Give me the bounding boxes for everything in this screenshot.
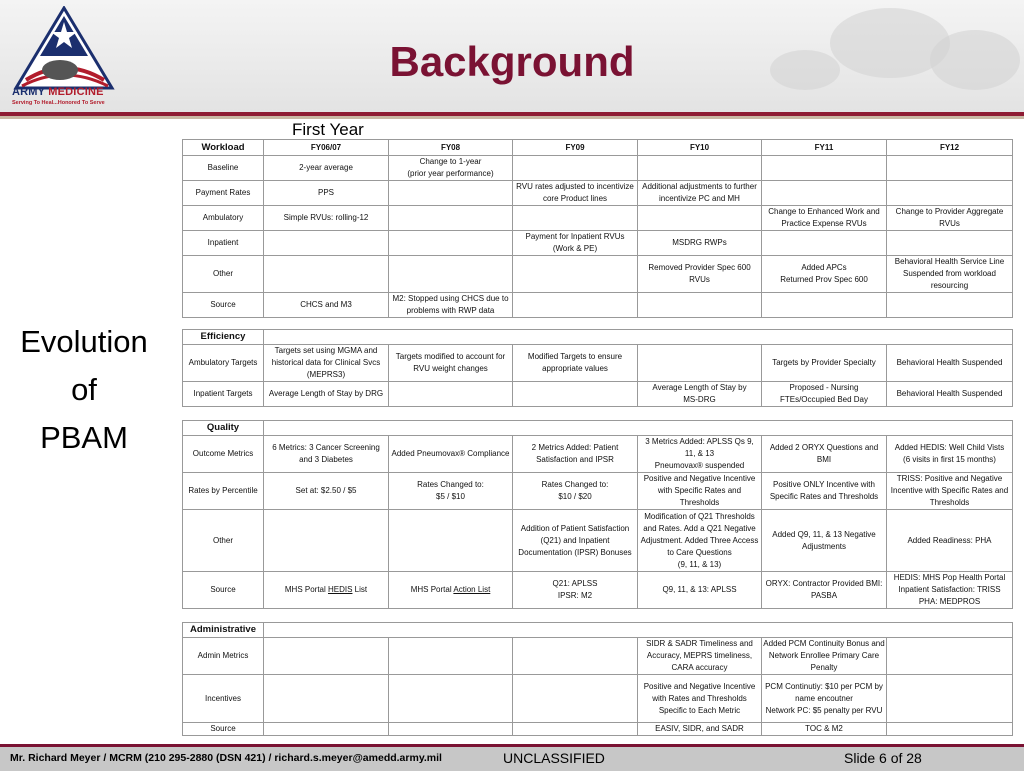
table-cell: Targets by Provider Specialty xyxy=(762,345,887,382)
table-cell: Added APCs Returned Prov Spec 600 xyxy=(762,256,887,293)
row-label: Source xyxy=(183,723,264,736)
side-title-line: of xyxy=(71,372,97,407)
table-cell xyxy=(887,638,1013,675)
table-cell: Simple RVUs: rolling-12 xyxy=(264,206,389,231)
row-label: Incentives xyxy=(183,675,264,723)
table-cell: Change to 1-year (prior year performance) xyxy=(389,156,513,181)
table-cell: Targets modified to account for RVU weight changes xyxy=(389,345,513,382)
table-cell xyxy=(264,723,389,736)
table-cell xyxy=(389,231,513,256)
column-header: FY11 xyxy=(762,140,887,156)
table-cell xyxy=(513,675,638,723)
table-cell xyxy=(389,206,513,231)
side-title-line: PBAM xyxy=(40,420,128,455)
table-cell xyxy=(513,156,638,181)
table-cell xyxy=(513,206,638,231)
efficiency-table xyxy=(182,329,1013,407)
table-cell: M2: Stopped using CHCS due to problems with RWP data xyxy=(389,293,513,318)
table-cell xyxy=(264,638,389,675)
table-cell: MHS Portal Action List xyxy=(389,572,513,609)
table-cell: Payment for Inpatient RVUs (Work & PE) xyxy=(513,231,638,256)
classification-marking: UNCLASSIFIED xyxy=(503,750,605,766)
row-label: Inpatient Targets xyxy=(183,382,264,407)
side-title xyxy=(2,318,166,462)
table-cell: Positive ONLY Incentive with Specific Rates and Thresholds xyxy=(762,473,887,510)
table-cell xyxy=(389,256,513,293)
table-cell: TOC & M2 xyxy=(762,723,887,736)
section-header-fill xyxy=(264,421,1013,436)
table-cell: Behavioral Health Service Line Suspended from workload resourcing xyxy=(887,256,1013,293)
table-cell xyxy=(638,293,762,318)
table-cell: Average Length of Stay by MS-DRG xyxy=(638,382,762,407)
table-cell: 2-year average xyxy=(264,156,389,181)
table-cell: Rates Changed to: $10 / $20 xyxy=(513,473,638,510)
table-cell xyxy=(887,723,1013,736)
table-cell xyxy=(762,156,887,181)
row-label: Baseline xyxy=(183,156,264,181)
table-cell: Targets set using MGMA and historical data for Clinical Svcs (MEPRS3) xyxy=(264,345,389,382)
section-header: Workload xyxy=(183,140,264,156)
table-cell xyxy=(638,156,762,181)
table-cell: Q21: APLSS IPSR: M2 xyxy=(513,572,638,609)
table-cell xyxy=(264,510,389,572)
table-cell: CHCS and M3 xyxy=(264,293,389,318)
table-cell: TRISS: Positive and Negative Incentive with Specific Rates and Thresholds xyxy=(887,473,1013,510)
section-header-fill xyxy=(264,623,1013,638)
table-cell xyxy=(762,231,887,256)
table-cell: SIDR & SADR Timeliness and Accuracy, MEPRS timeliness, CARA accuracy xyxy=(638,638,762,675)
column-header: FY10 xyxy=(638,140,762,156)
table-cell: Positive and Negative Incentive with Rates and Thresholds Specific to Each Metric xyxy=(638,675,762,723)
table-cell xyxy=(389,723,513,736)
administrative-table xyxy=(182,622,1013,736)
table-cell: EASIV, SIDR, and SADR xyxy=(638,723,762,736)
table-cell: 2 Metrics Added: Patient Satisfaction and IPSR xyxy=(513,436,638,473)
table-cell xyxy=(513,293,638,318)
section-header: Quality xyxy=(183,421,264,436)
section-header: Administrative xyxy=(183,623,264,638)
column-header: FY08 xyxy=(389,140,513,156)
table-cell: Change to Enhanced Work and Practice Expense RVUs xyxy=(762,206,887,231)
table-cell: Modification of Q21 Thresholds and Rates. Add a Q21 Negative Adjustment. Added Three Access to Care Questions (9, 11, & 13) xyxy=(638,510,762,572)
row-label: Other xyxy=(183,256,264,293)
table-cell: Added Pneumovax® Compliance xyxy=(389,436,513,473)
table-cell xyxy=(389,638,513,675)
table-cell xyxy=(513,382,638,407)
table-cell xyxy=(513,638,638,675)
side-title-line: Evolution xyxy=(20,324,148,359)
page-title: Background xyxy=(389,38,635,85)
first-year-label: First Year xyxy=(292,120,364,139)
row-label: Payment Rates xyxy=(183,181,264,206)
row-label: Other xyxy=(183,510,264,572)
row-label: Ambulatory xyxy=(183,206,264,231)
workload-table xyxy=(182,139,1013,318)
table-cell: Removed Provider Spec 600 RVUs xyxy=(638,256,762,293)
table-cell xyxy=(389,510,513,572)
table-cell: RVU rates adjusted to incentivize core Product lines xyxy=(513,181,638,206)
table-cell xyxy=(887,675,1013,723)
table-cell: Average Length of Stay by DRG xyxy=(264,382,389,407)
logo-motto: Serving To Heal...Honored To Serve xyxy=(12,100,105,106)
table-cell: MSDRG RWPs xyxy=(638,231,762,256)
slide-header xyxy=(0,0,1024,112)
column-header: FY12 xyxy=(887,140,1013,156)
column-header: FY06/07 xyxy=(264,140,389,156)
table-cell xyxy=(887,231,1013,256)
table-cell xyxy=(638,206,762,231)
section-header-fill xyxy=(264,330,1013,345)
table-cell xyxy=(389,181,513,206)
table-cell: ORYX: Contractor Provided BMI: PASBA xyxy=(762,572,887,609)
row-label: Outcome Metrics xyxy=(183,436,264,473)
table-cell xyxy=(264,675,389,723)
table-cell: MHS Portal HEDIS List xyxy=(264,572,389,609)
table-cell: Q9, 11, & 13: APLSS xyxy=(638,572,762,609)
table-cell xyxy=(264,231,389,256)
table-cell xyxy=(887,181,1013,206)
table-cell: Set at: $2.50 / $5 xyxy=(264,473,389,510)
slide-footer xyxy=(0,744,1024,771)
row-label: Inpatient xyxy=(183,231,264,256)
header-divider-accent xyxy=(0,116,1024,119)
table-cell: Positive and Negative Incentive with Specific Rates and Thresholds xyxy=(638,473,762,510)
table-cell: Added HEDIS: Well Child Vists (6 visits in first 15 months) xyxy=(887,436,1013,473)
table-cell: Addition of Patient Satisfaction (Q21) and Inpatient Documentation (IPSR) Bonuses xyxy=(513,510,638,572)
table-cell: Added Readiness: PHA xyxy=(887,510,1013,572)
table-cell xyxy=(389,675,513,723)
quality-table xyxy=(182,420,1013,609)
row-label: Source xyxy=(183,293,264,318)
table-cell: Modified Targets to ensure appropriate values xyxy=(513,345,638,382)
table-cell xyxy=(762,181,887,206)
table-cell xyxy=(638,345,762,382)
table-cell xyxy=(513,723,638,736)
table-cell: Added Q9, 11, & 13 Negative Adjustments xyxy=(762,510,887,572)
table-cell: Rates Changed to: $5 / $10 xyxy=(389,473,513,510)
section-header: Efficiency xyxy=(183,330,264,345)
table-cell xyxy=(389,382,513,407)
table-cell xyxy=(513,256,638,293)
table-cell: Behavioral Health Suspended xyxy=(887,345,1013,382)
table-cell: Added PCM Continuity Bonus and Network Enrollee Primary Care Penalty xyxy=(762,638,887,675)
table-cell: Added 2 ORYX Questions and BMI xyxy=(762,436,887,473)
row-label: Ambulatory Targets xyxy=(183,345,264,382)
table-cell: Behavioral Health Suspended xyxy=(887,382,1013,407)
row-label: Admin Metrics xyxy=(183,638,264,675)
table-cell: 3 Metrics Added: APLSS Qs 9, 11, & 13 Pneumovax® suspended xyxy=(638,436,762,473)
slide-number: Slide 6 of 28 xyxy=(844,750,922,766)
table-cell: Change to Provider Aggregate RVUs xyxy=(887,206,1013,231)
table-cell: PCM Continutiy: $10 per PCM by name encoutner Network PC: $5 penalty per RVU xyxy=(762,675,887,723)
table-cell: Additional adjustments to further incentivize PC and MH xyxy=(638,181,762,206)
table-cell: PPS xyxy=(264,181,389,206)
presenter-contact: Mr. Richard Meyer / MCRM (210 295-2880 (DSN 421) / richard.s.meyer@amedd.army.mil xyxy=(10,752,442,764)
table-cell: Proposed - Nursing FTEs/Occupied Bed Day xyxy=(762,382,887,407)
logo-wordmark: ARMY MEDICINE xyxy=(12,86,104,98)
table-cell: HEDIS: MHS Pop Health Portal Inpatient Satisfaction: TRISS PHA: MEDPROS xyxy=(887,572,1013,609)
table-cell xyxy=(762,293,887,318)
row-label: Source xyxy=(183,572,264,609)
column-header: FY09 xyxy=(513,140,638,156)
table-cell xyxy=(887,293,1013,318)
table-cell xyxy=(887,156,1013,181)
table-cell xyxy=(264,256,389,293)
table-cell: 6 Metrics: 3 Cancer Screening and 3 Diabetes xyxy=(264,436,389,473)
row-label: Rates by Percentile xyxy=(183,473,264,510)
